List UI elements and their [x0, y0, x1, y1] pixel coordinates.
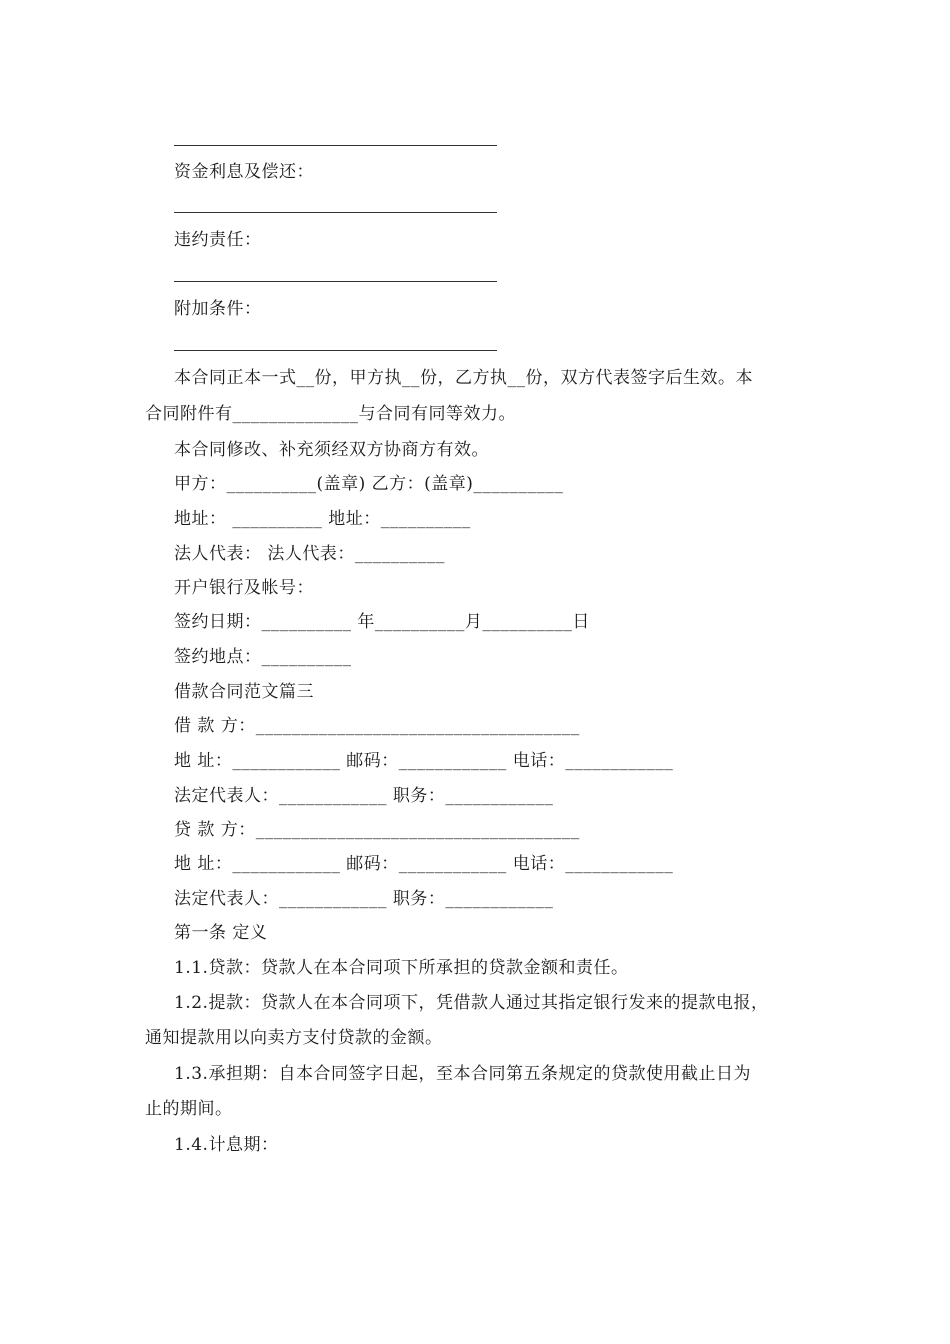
blank-line — [174, 212, 497, 213]
sign-date-line: 签约日期：__________ 年__________月__________日 — [174, 612, 590, 632]
blank-line — [174, 350, 497, 351]
article-1-title: 第一条 定义 — [174, 923, 268, 943]
definition-1-2-line-2: 通知提款用以向卖方支付贷款的金额。 — [145, 1028, 443, 1048]
breach-label: 违约责任： — [174, 230, 262, 250]
copies-line-2: 合同附件有______________与合同有同等效力。 — [145, 404, 516, 424]
blank-line — [174, 281, 497, 282]
conditions-label: 附加条件： — [174, 299, 262, 319]
borrower-line: 借 款 方：____________________________________ — [174, 716, 580, 736]
bank-line: 开户银行及帐号： — [174, 578, 314, 598]
interest-label: 资金利息及偿还： — [174, 162, 314, 182]
definition-1-4: 1.4.计息期： — [174, 1135, 279, 1155]
legal-rep-line: 法人代表： 法人代表：__________ — [174, 544, 445, 564]
address-line: 地址： __________ 地址：__________ — [174, 509, 471, 529]
party-line: 甲方：__________(盖章) 乙方：(盖章)__________ — [174, 474, 564, 494]
lender-rep-line: 法定代表人：____________ 职务：____________ — [174, 889, 554, 909]
borrower-rep-line: 法定代表人：____________ 职务：____________ — [174, 786, 554, 806]
definition-1-3-line-1: 1.3.承担期：自本合同签字日起，至本合同第五条规定的贷款使用截止日为 — [174, 1064, 751, 1084]
blank-line — [174, 145, 497, 146]
borrower-address-line: 地 址：____________ 邮码：____________ 电话：____________ — [174, 751, 674, 771]
lender-address-line: 地 址：____________ 邮码：____________ 电话：____________ — [174, 854, 674, 874]
definition-1-2-line-1: 1.2.提款：贷款人在本合同项下，凭借款人通过其指定银行发来的提款电报， — [174, 993, 769, 1013]
definition-1-3-line-2: 止的期间。 — [145, 1099, 233, 1119]
copies-line-1: 本合同正本一式__份，甲方执__份，乙方执__份，双方代表签字后生效。本 — [174, 368, 753, 388]
lender-line: 贷 款 方：____________________________________ — [174, 820, 580, 840]
section-title: 借款合同范文篇三 — [174, 682, 314, 702]
definition-1-1: 1.1.贷款：贷款人在本合同项下所承担的贷款金额和责任。 — [174, 958, 629, 978]
amend-line: 本合同修改、补充须经双方协商方有效。 — [174, 440, 489, 460]
sign-place-line: 签约地点：__________ — [174, 647, 352, 667]
